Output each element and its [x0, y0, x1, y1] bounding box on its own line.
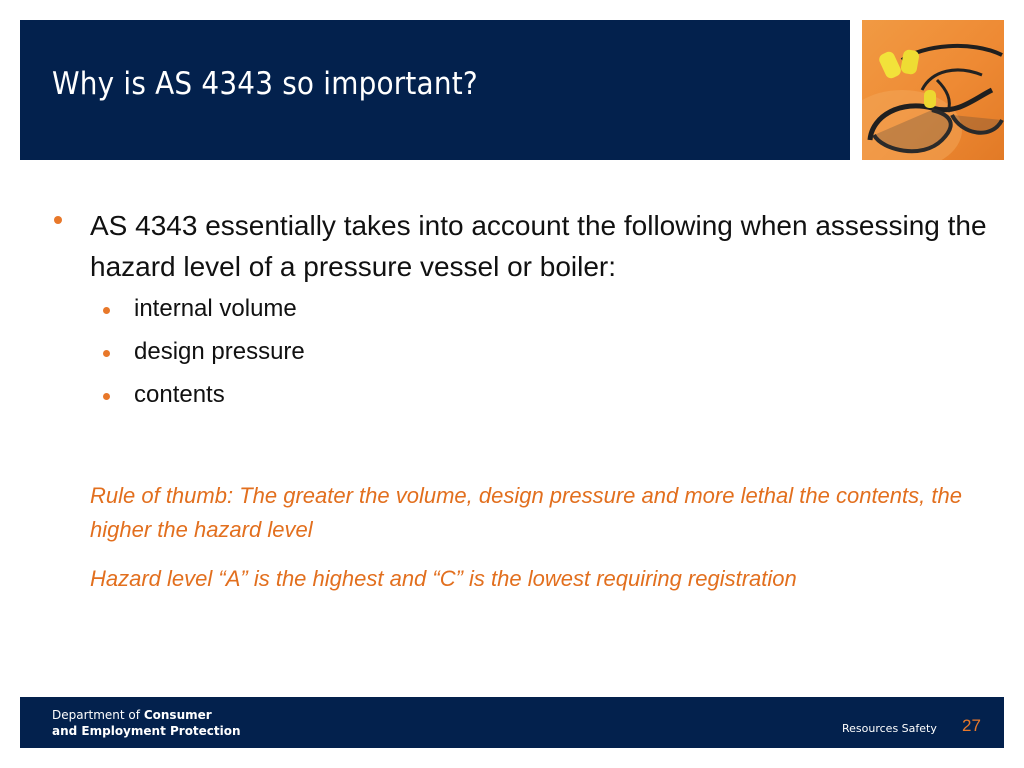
rule-of-thumb-note: Rule of thumb: The greater the volume, design pressure and more lethal the contents, the higher the hazard level: [90, 483, 962, 542]
sub-bullet-internal-volume: internal volume: [134, 295, 297, 322]
hazard-level-note: Hazard level “A” is the highest and “C” is the lowest requiring registration: [90, 566, 797, 591]
slide-title: Why is AS 4343 so important?: [52, 66, 478, 102]
sub-bullet-contents: contents: [134, 381, 225, 408]
division-name: Resources Safety: [842, 722, 937, 735]
bullet-dot: [103, 307, 110, 314]
page-number: 27: [962, 716, 981, 735]
footer-bar: [20, 697, 1004, 748]
bullet-dot: [103, 350, 110, 357]
bullet-dot: [103, 393, 110, 400]
dept-prefix: Department of: [52, 708, 140, 722]
sub-bullet-design-pressure: design pressure: [134, 338, 305, 365]
department-logo-text: [52, 707, 241, 739]
dept-bold: Consumer: [143, 708, 212, 722]
dept-line-2: and Employment Protection: [52, 724, 241, 738]
bullet-dot: [54, 216, 62, 224]
main-bullet-text: AS 4343 essentially takes into account the following when assessing the hazard level of a pressure vessel or boiler:: [90, 210, 987, 282]
